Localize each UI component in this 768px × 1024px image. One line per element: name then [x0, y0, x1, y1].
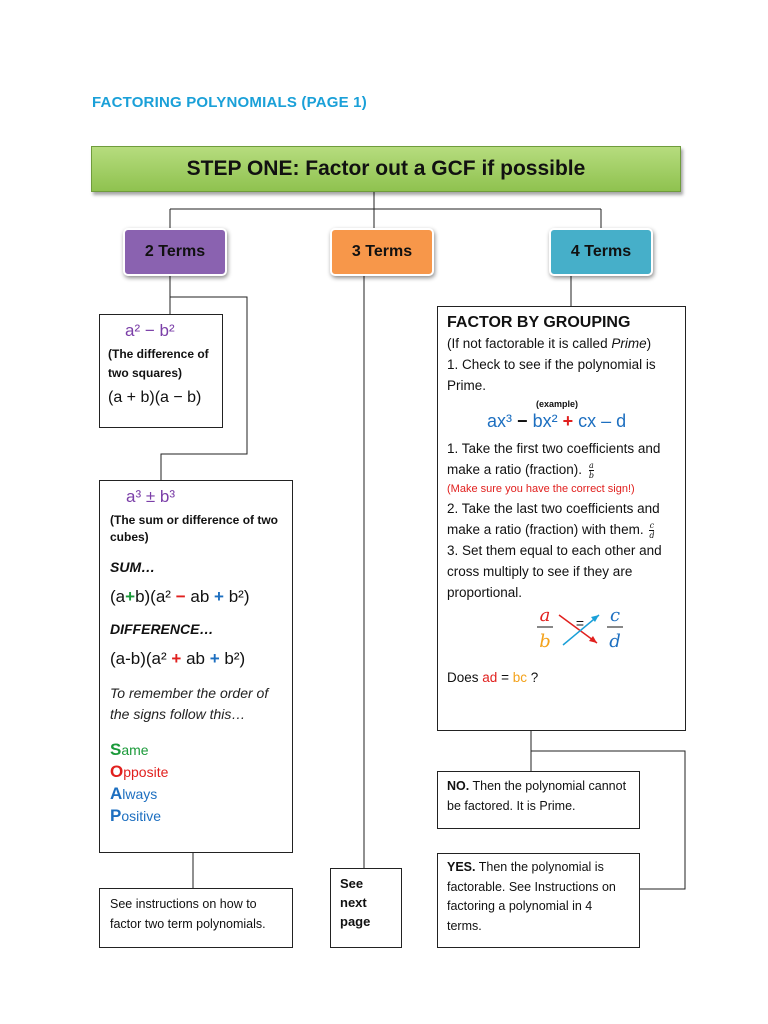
three-terms-box: 3 Terms	[330, 228, 434, 276]
soap-rest: ame	[121, 742, 149, 758]
bc-text: bc	[512, 670, 527, 685]
diagram-a: a	[539, 605, 551, 626]
eq-text: =	[497, 670, 513, 685]
soap-same	[110, 739, 282, 761]
soap-letter: P	[110, 806, 122, 825]
difference-label: DIFFERENCE…	[110, 621, 214, 637]
grouping-heading: FACTOR BY GROUPING	[447, 314, 631, 331]
example-op: +	[562, 411, 574, 431]
ad-text: ad	[482, 670, 498, 685]
cubes-panel	[99, 480, 293, 853]
two-term-note: See instructions on how to factor two term polynomials.	[99, 888, 293, 948]
example-term: cx – d	[578, 411, 627, 431]
diagram-equals: =	[575, 615, 585, 631]
soap-rest: pposite	[123, 764, 169, 780]
does-ad-equal-bc	[447, 667, 676, 688]
sum-sign: +	[214, 587, 224, 606]
take-first-coefficients	[447, 438, 676, 480]
grouping-step1: 1. Check to see if the polynomial is Prime.	[447, 357, 656, 393]
diagram-b: b	[539, 631, 551, 652]
example-label: (example)	[536, 399, 579, 409]
prime-note-post: )	[646, 336, 652, 351]
soap-letter: A	[110, 784, 123, 803]
cubes-desc: (The sum or difference of two cubes)	[110, 513, 279, 544]
diff-squares-desc: (The difference of two squares)	[108, 347, 209, 380]
sum-part: b)(a²	[135, 587, 171, 606]
step-one-banner: STEP ONE: Factor out a GCF if possible	[91, 146, 681, 192]
take2-text: 2. Take the last two coefficients and make a ratio (fraction) with them.	[447, 501, 660, 537]
soap-opposite	[110, 761, 282, 783]
sum-sign: +	[125, 587, 136, 606]
frac1-den: b	[588, 470, 594, 480]
no-box	[437, 771, 640, 829]
take-last-coefficients	[447, 498, 676, 540]
soap-rest: lways	[122, 786, 158, 802]
sum-part: ab	[190, 587, 210, 606]
sign-warning: (Make sure you have the correct sign!)	[447, 483, 635, 495]
soap-mnemonic	[110, 739, 282, 827]
soap-rest: ositive	[121, 808, 162, 824]
frac1-num: a	[588, 460, 594, 470]
no-text: Then the polynomial cannot be factored. It is Prime.	[447, 779, 627, 813]
yes-text: Then the polynomial is factorable. See Instructions on factoring a polynomial in 4 terms.	[447, 860, 616, 933]
cross-multiply-diagram	[535, 605, 635, 655]
diff-sign: +	[209, 649, 220, 668]
example-term: ax³	[487, 411, 513, 431]
prime-note	[447, 333, 676, 354]
fraction-a-b	[589, 461, 594, 480]
frac2-num: c	[649, 520, 655, 530]
fraction-c-d	[649, 521, 654, 540]
take3-text: 3. Set them equal to each other and cross multiply to see if they are proportional.	[447, 543, 662, 600]
frac2-den: d	[649, 530, 655, 540]
diagram-c: c	[609, 605, 621, 626]
no-label: NO.	[447, 779, 470, 793]
example-term: bx²	[532, 411, 558, 431]
sum-part: (a	[110, 587, 126, 606]
prime-note-pre: (If not factorable it is called	[447, 336, 612, 351]
diff-part: (a-b)(a²	[110, 649, 167, 668]
yes-box	[437, 853, 640, 948]
example-op: −	[517, 411, 528, 431]
diff-part: b²)	[224, 649, 246, 668]
sum-part: b²)	[228, 587, 250, 606]
does-pre: Does	[447, 670, 483, 685]
two-terms-box: 2 Terms	[123, 228, 227, 276]
sum-formula	[110, 587, 282, 607]
yes-label: YES.	[447, 860, 476, 874]
difference-of-squares-panel	[99, 314, 223, 428]
remember-note: To remember the order of the signs follow this…	[110, 685, 269, 722]
see-next-page-box: See next page	[330, 868, 402, 948]
does-post: ?	[526, 670, 539, 685]
soap-letter: O	[110, 762, 124, 781]
arrowhead-icon	[589, 636, 597, 643]
four-terms-box: 4 Terms	[549, 228, 653, 276]
diagram-d: d	[609, 631, 621, 652]
sum-label: SUM…	[110, 559, 156, 575]
prime-note-em: Prime	[611, 336, 647, 351]
example-polynomial	[487, 410, 676, 432]
soap-always	[110, 783, 282, 805]
cubes-formula: a³ ± b³	[126, 487, 176, 506]
page-title: FACTORING POLYNOMIALS (PAGE 1)	[92, 94, 367, 111]
sum-sign: −	[175, 587, 186, 606]
diff-squares-formula: a² − b²	[125, 321, 175, 340]
factor-by-grouping-panel	[437, 306, 686, 731]
diff-sign: +	[171, 649, 182, 668]
difference-formula	[110, 649, 282, 669]
take1-text: 1. Take the first two coefficients and make a ratio (fraction).	[447, 441, 661, 477]
diff-part: ab	[186, 649, 205, 668]
soap-letter: S	[110, 740, 122, 759]
soap-positive	[110, 805, 282, 827]
diff-squares-factored: (a + b)(a − b)	[108, 389, 202, 406]
